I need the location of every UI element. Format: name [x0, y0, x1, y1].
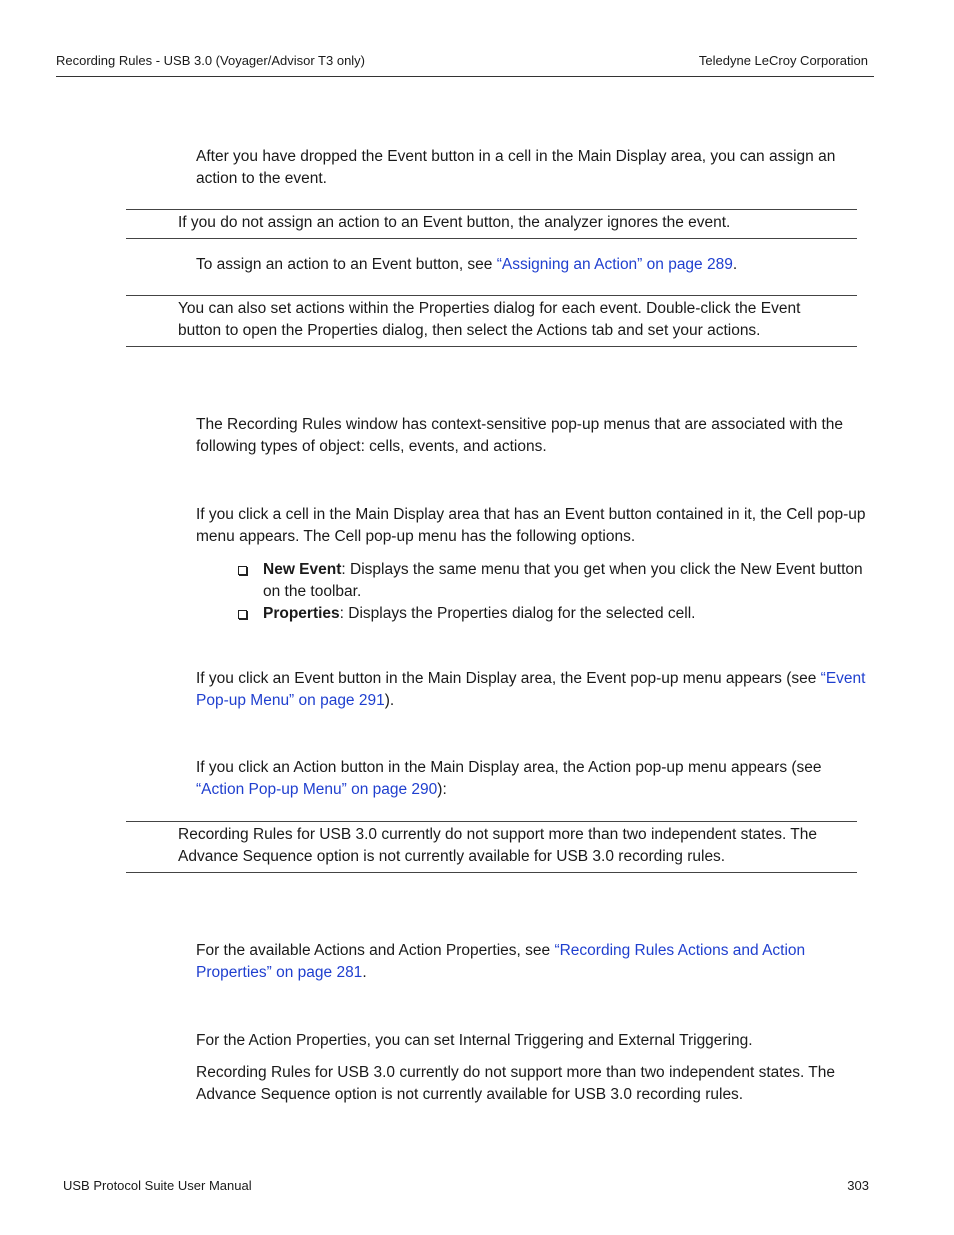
text: For the available Actions and Action Properties, see [196, 942, 555, 959]
paragraph-popup-menus-intro: The Recording Rules window has context-sensitive pop-up menus that are associated with the following types of object: cells, events, and actions. [196, 416, 844, 455]
paragraph-action-popup [196, 757, 872, 801]
text: If you click an Action button in the Main Display area, the Action pop-up menu appears (see [196, 759, 822, 776]
link-recording-rules-actions[interactable]: “Recording Rules Actions and Action Properties” on page 281 [196, 942, 806, 981]
note-box-independent-states [126, 821, 857, 873]
note-text: If you do not assign an action to an Event button, the analyzer ignores the event. [178, 214, 731, 231]
running-header-title: Recording Rules - USB 3.0 (Voyager/Advisor T3 only) [56, 53, 366, 68]
note-box-ignore-event [126, 209, 857, 239]
note-text: You can also set actions within the Properties dialog for each event. Double-click the Event button to open the Properties dialog, then select the Actions tab and set your actions. [178, 300, 801, 339]
paragraph-event-popup [196, 668, 872, 712]
checkbox-bullet-icon [238, 566, 247, 575]
text: ): [437, 781, 447, 798]
link-action-popup-menu[interactable]: “Action Pop-up Menu” on page 290 [196, 781, 438, 798]
running-footer-title: USB Protocol Suite User Manual [63, 1178, 252, 1193]
option-desc: : Displays the Properties dialog for the selected cell. [339, 605, 696, 622]
list-item-properties [236, 603, 876, 625]
paragraph-available-actions [196, 940, 872, 984]
paragraph-assign-action-ref [196, 254, 872, 276]
paragraph-assign-action-intro: After you have dropped the Event button in a cell in the Main Display area, you can assign an action to the event. [196, 148, 836, 187]
text: If you click an Event button in the Main Display area, the Event pop-up menu appears (see [196, 670, 821, 687]
checkbox-bullet-icon [238, 610, 247, 619]
running-header-company: Teledyne LeCroy Corporation [698, 53, 868, 68]
link-event-popup-menu[interactable]: “Event Pop-up Menu” on page 291 [196, 670, 866, 709]
header-rule [56, 76, 874, 77]
text: To assign an action to an Event button, see [196, 256, 497, 273]
list-item-new-event [236, 559, 876, 603]
paragraph-action-properties: For the Action Properties, you can set Internal Triggering and External Triggering. [196, 1032, 753, 1049]
note-text: Recording Rules for USB 3.0 currently do not support more than two independent states. The Advance Sequence option is not currently available for USB 3.0 recording rules. [178, 826, 818, 865]
paragraph-cell-popup: If you click a cell in the Main Display area that has an Event button contained in it, the Cell pop-up menu appears. The Cell pop-up menu has the following options. [196, 506, 866, 545]
text: . [362, 964, 367, 981]
paragraph-independent-states: Recording Rules for USB 3.0 currently do not support more than two independent states. The Advance Sequence option is not currently available for USB 3.0 recording rules. [196, 1064, 836, 1103]
page-number: 303 [847, 1178, 869, 1193]
text: ). [384, 692, 395, 709]
link-assigning-an-action[interactable]: “Assigning an Action” on page 289 [496, 256, 733, 273]
option-desc: : Displays the same menu that you get when you click the New Event button on the toolbar. [263, 561, 863, 600]
note-box-properties-dialog [126, 295, 857, 347]
text: . [732, 256, 738, 273]
cell-popup-options-list [236, 559, 876, 625]
option-term: Properties [263, 605, 340, 622]
option-term: New Event [263, 561, 342, 578]
